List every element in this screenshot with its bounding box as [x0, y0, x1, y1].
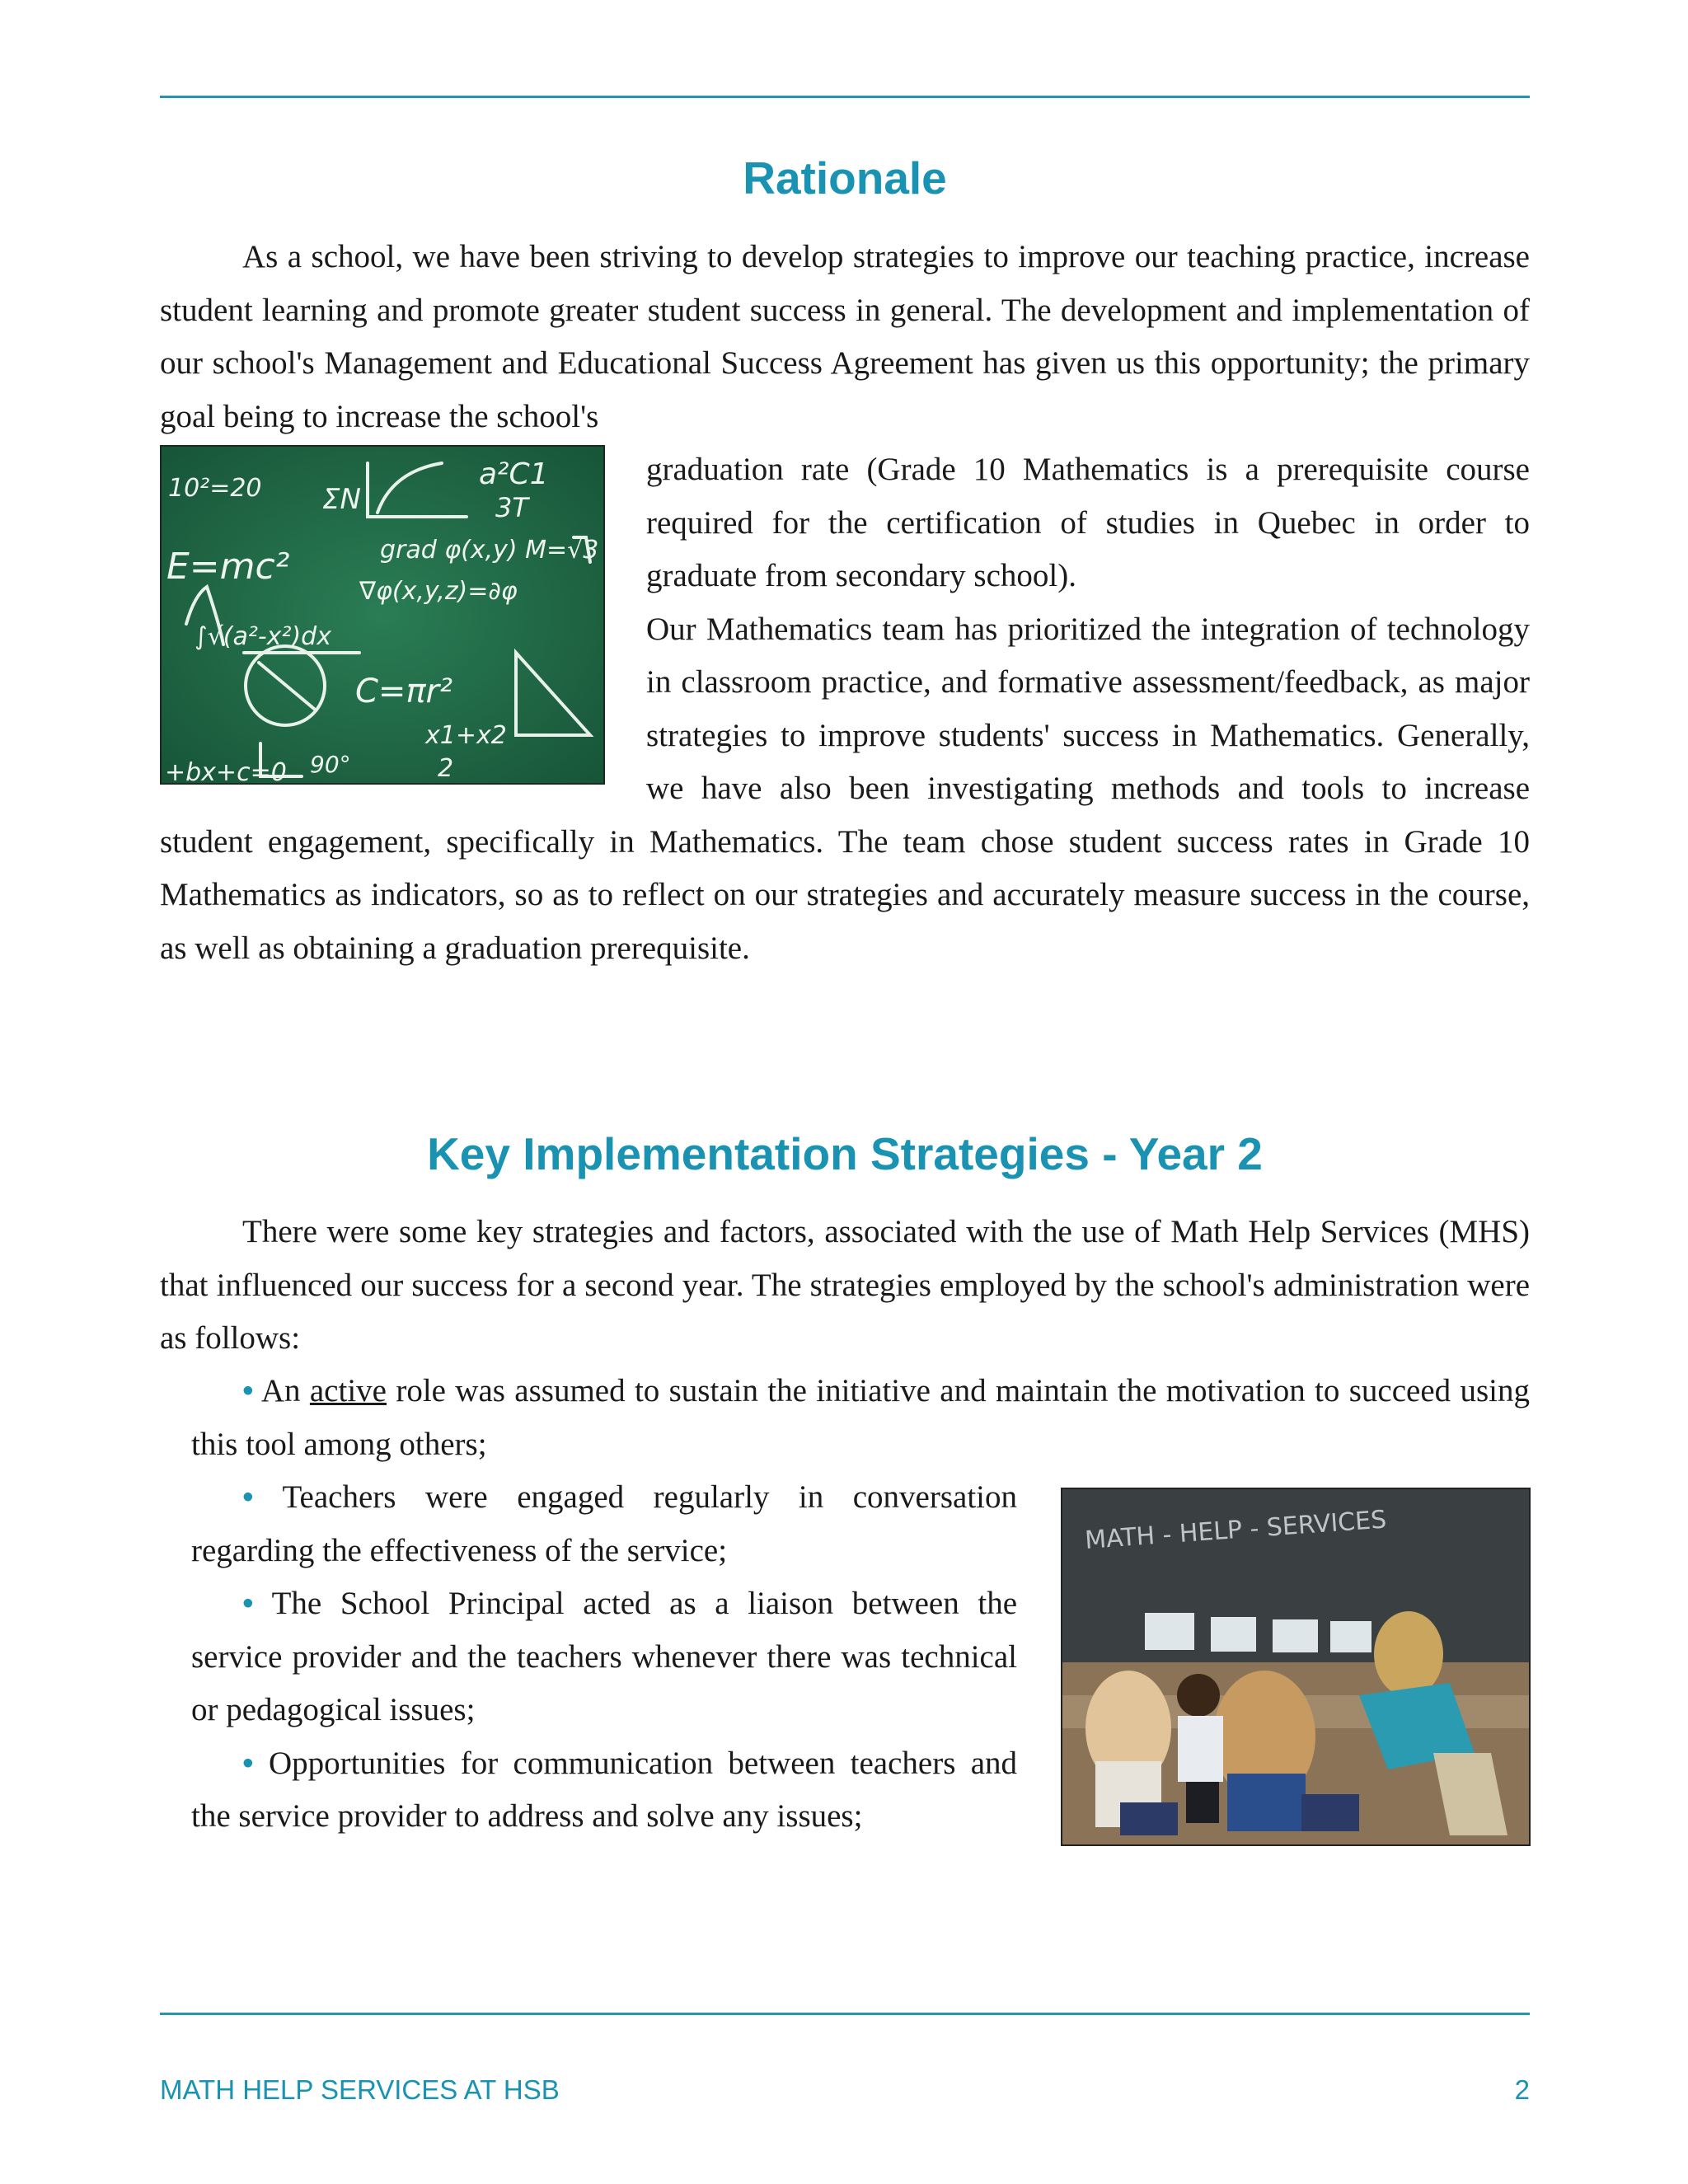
bullet-3-text: The School Principal acted as a liaison between the service provider and the teachers whenever there was technical or pedagogical issues;: [191, 1586, 1018, 1727]
chalk-text-4: 3T: [495, 492, 528, 523]
bullet-1-pre: An: [260, 1373, 310, 1408]
board-writing: MATH - HELP - SERVICES: [1084, 1505, 1388, 1555]
bullet-item-4: [191, 1737, 1017, 1844]
chalk-text-6: grad φ(x,y) M=√3: [380, 536, 599, 565]
bullet-item-2: [191, 1471, 1017, 1577]
strategies-heading: Key Implementation Strategies - Year 2: [427, 1128, 1263, 1179]
chalk-text-9: C=πr²: [355, 673, 453, 710]
bullet-2-text: Teachers were engaged regularly in conversation regarding the effectiveness of the service;: [191, 1479, 1018, 1568]
bullet-dot-icon: •: [242, 1479, 254, 1515]
bullet-1-post: role was assumed to sustain the initiative and maintain the motivation to succeed using this tool among others;: [191, 1373, 1530, 1462]
footer-rule: [160, 2013, 1530, 2015]
bullet-item-1: [191, 1365, 1530, 1471]
classroom-photo: [1061, 1488, 1531, 1846]
rationale-heading: Rationale: [743, 152, 947, 204]
rationale-paragraph-1-part-a: As a school, we have been striving to develop strategies to improve our teaching practice, increase student learning and promote greater student success in general. The development and implementation of our school's Management and Educational Success Agreement has given us this opportunity; the primary goal being to increase the school's: [160, 239, 1530, 434]
chalk-text-13: +bx+c=0: [165, 758, 287, 783]
bullet-item-3: [191, 1577, 1017, 1737]
chalk-text-7: ∇φ(x,y,z)=∂φ: [359, 577, 518, 606]
rationale-paragraph-2: Our Mathematics team has prioritized the integration of technology in classroom practice, and formative assessment/feedback, as major strategies to improve students' success in Mathematics. Generally, we have also been investigating methods and tools to increase student engagement, specifically in Mathematics. The team chose student success rates in Grade 10 Mathematics as indicators, so as to reflect on our strategies and accurately measure success in the course, as well as obtaining a graduation prerequisite.: [160, 611, 1530, 966]
chalkboard-math-image: [160, 445, 605, 785]
bullet-dot-icon: •: [242, 1586, 254, 1621]
classroom-illustration: [1062, 1489, 1529, 1844]
chalk-text-12: 90°: [310, 751, 351, 778]
page-number: 2: [1514, 2074, 1530, 2105]
chalk-text-10: x1+x2: [425, 721, 507, 750]
rationale-paragraph-1: [160, 231, 1530, 443]
rationale-body: [160, 231, 1530, 975]
chalk-text-11: 2: [438, 754, 454, 783]
bullet-dot-icon: •: [242, 1745, 254, 1781]
bullet-dot-icon: •: [242, 1373, 254, 1408]
strategies-intro: [160, 1206, 1530, 1366]
chalk-text-3: a²C1: [479, 457, 549, 491]
bullet-1-emphasis: active: [309, 1373, 387, 1408]
strategies-bullets-left: [191, 1471, 1017, 1844]
strategies-intro-text: There were some key strategies and factors, associated with the use of Math Help Services (MHS) that influenced our success for a second year. The strategies employed by the school's administration were as follows:: [160, 1214, 1530, 1356]
chalk-text-2: ΣN: [322, 483, 361, 516]
chalk-text-5: E=mc²: [166, 546, 290, 588]
rationale-paragraph-1-part-b: graduation rate (Grade 10 Mathematics is a prerequisite course required for the certification of studies in Quebec in order to graduate from secondary school).: [646, 452, 1530, 593]
bullet-4-text: Opportunities for communication between teachers and the service provider to address and solve any issues;: [191, 1745, 1018, 1834]
chalk-text-8: ∫√(a²-x²)dx: [195, 622, 331, 651]
header-rule: [160, 96, 1530, 98]
chalk-text-1: 10²=20: [168, 474, 262, 503]
footer-title: MATH HELP SERVICES AT HSB: [160, 2074, 560, 2105]
chalkboard-illustration: [162, 447, 603, 783]
strategies-bullet-1: [191, 1365, 1530, 1471]
